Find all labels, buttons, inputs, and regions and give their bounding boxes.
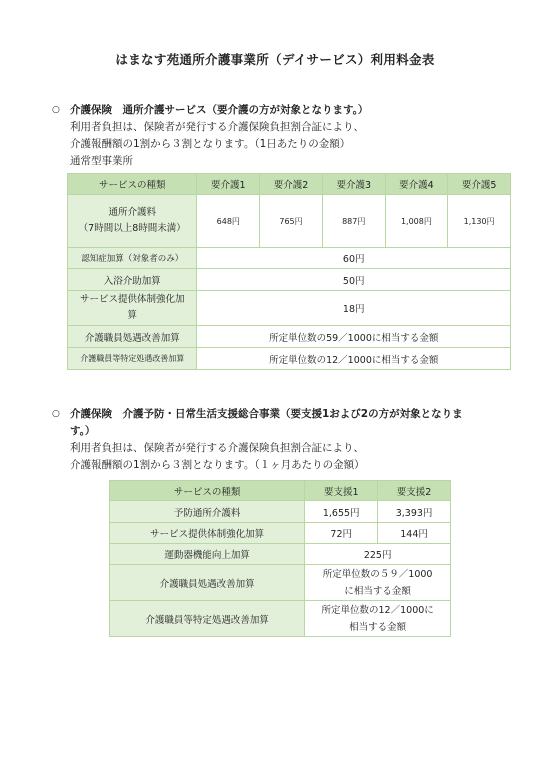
row-label: 介護職員処遇改善加算 <box>110 565 305 601</box>
row-label: 介護職員処遇改善加算 <box>68 326 197 348</box>
fee-cell: 765円 <box>260 195 323 248</box>
table-row <box>68 348 511 370</box>
col-header: 要介護3 <box>322 174 385 195</box>
fee-cell: 所定単位数の12／1000に 相当する金額 <box>305 601 451 637</box>
bullet-icon: ○ <box>52 105 60 115</box>
table-row <box>110 601 451 637</box>
section-text: 介護報酬額の1割から３割となります。（1日あたりの金額） <box>70 138 351 150</box>
fee-cell: 648円 <box>197 195 260 248</box>
fee-cell: 所定単位数の59／1000に相当する金額 <box>197 326 511 348</box>
section-heading: 介護保険 通所介護サービス（要介護の方が対象となります。） <box>70 104 369 116</box>
table-row <box>68 291 511 326</box>
row-label: 介護職員等特定処遇改善加算 <box>110 601 305 637</box>
col-header: 要支援2 <box>378 481 451 501</box>
table-row <box>110 523 451 544</box>
row-label: 入浴介助加算 <box>68 269 197 291</box>
row-label: 認知症加算（対象者のみ） <box>68 248 197 269</box>
section-subheading: 通常型事業所 <box>70 155 133 167</box>
col-header: サービスの種類 <box>68 174 197 195</box>
fee-cell: 72円 <box>305 523 378 544</box>
col-header: 要介護1 <box>197 174 260 195</box>
fee-cell: 所定単位数の５９／1000 に相当する金額 <box>305 565 451 601</box>
fee-cell: 50円 <box>197 269 511 291</box>
fee-cell: 225円 <box>305 544 451 565</box>
col-header: 要介護5 <box>448 174 511 195</box>
bullet-icon: ○ <box>52 409 60 419</box>
fee-cell: 1,130円 <box>448 195 511 248</box>
row-label: 介護職員等特定処遇改善加算 <box>68 348 197 370</box>
col-header: 要介護2 <box>260 174 323 195</box>
fee-cell: 18円 <box>197 291 511 326</box>
table-row <box>110 501 451 523</box>
section-text: 利用者負担は、保険者が発行する介護保険負担割合証により、 <box>70 442 364 454</box>
fee-cell: 所定単位数の12／1000に相当する金額 <box>197 348 511 370</box>
section-heading-cont: す。） <box>70 425 96 437</box>
col-header: サービスの種類 <box>110 481 305 501</box>
fee-cell: 1,655円 <box>305 501 378 523</box>
table-row <box>68 248 511 269</box>
fee-cell: 60円 <box>197 248 511 269</box>
fee-cell: 887円 <box>322 195 385 248</box>
row-label: 運動器機能向上加算 <box>110 544 305 565</box>
fee-cell: 3,393円 <box>378 501 451 523</box>
care-fee-table <box>67 173 511 370</box>
table-row <box>68 195 511 248</box>
table-row <box>68 269 511 291</box>
prevention-fee-table <box>109 480 451 637</box>
section-heading: 介護保険 介護予防・日常生活支援総合事業（要支援1および2の方が対象となりま <box>70 408 463 420</box>
fee-cell: 144円 <box>378 523 451 544</box>
table-header-row <box>110 481 451 501</box>
table-row <box>110 544 451 565</box>
page-title: はまなす苑通所介護事業所（デイサービス）利用料金表 <box>115 52 435 67</box>
fee-cell: 1,008円 <box>385 195 448 248</box>
row-label: サービス提供体制強化加算 <box>68 291 197 326</box>
section-text: 介護報酬額の1割から３割となります。（１ヶ月あたりの金額） <box>70 459 365 471</box>
section-text: 利用者負担は、保険者が発行する介護保険負担割合証により、 <box>70 121 364 133</box>
row-label: 通所介護料 （7時間以上8時間未満） <box>68 195 197 248</box>
row-label: 予防通所介護料 <box>110 501 305 523</box>
table-header-row <box>68 174 511 195</box>
section-prevention <box>52 406 522 474</box>
row-label: サービス提供体制強化加算 <box>110 523 305 544</box>
table-row <box>68 326 511 348</box>
section-care <box>52 102 522 170</box>
table-row <box>110 565 451 601</box>
col-header: 要介護4 <box>385 174 448 195</box>
col-header: 要支援1 <box>305 481 378 501</box>
